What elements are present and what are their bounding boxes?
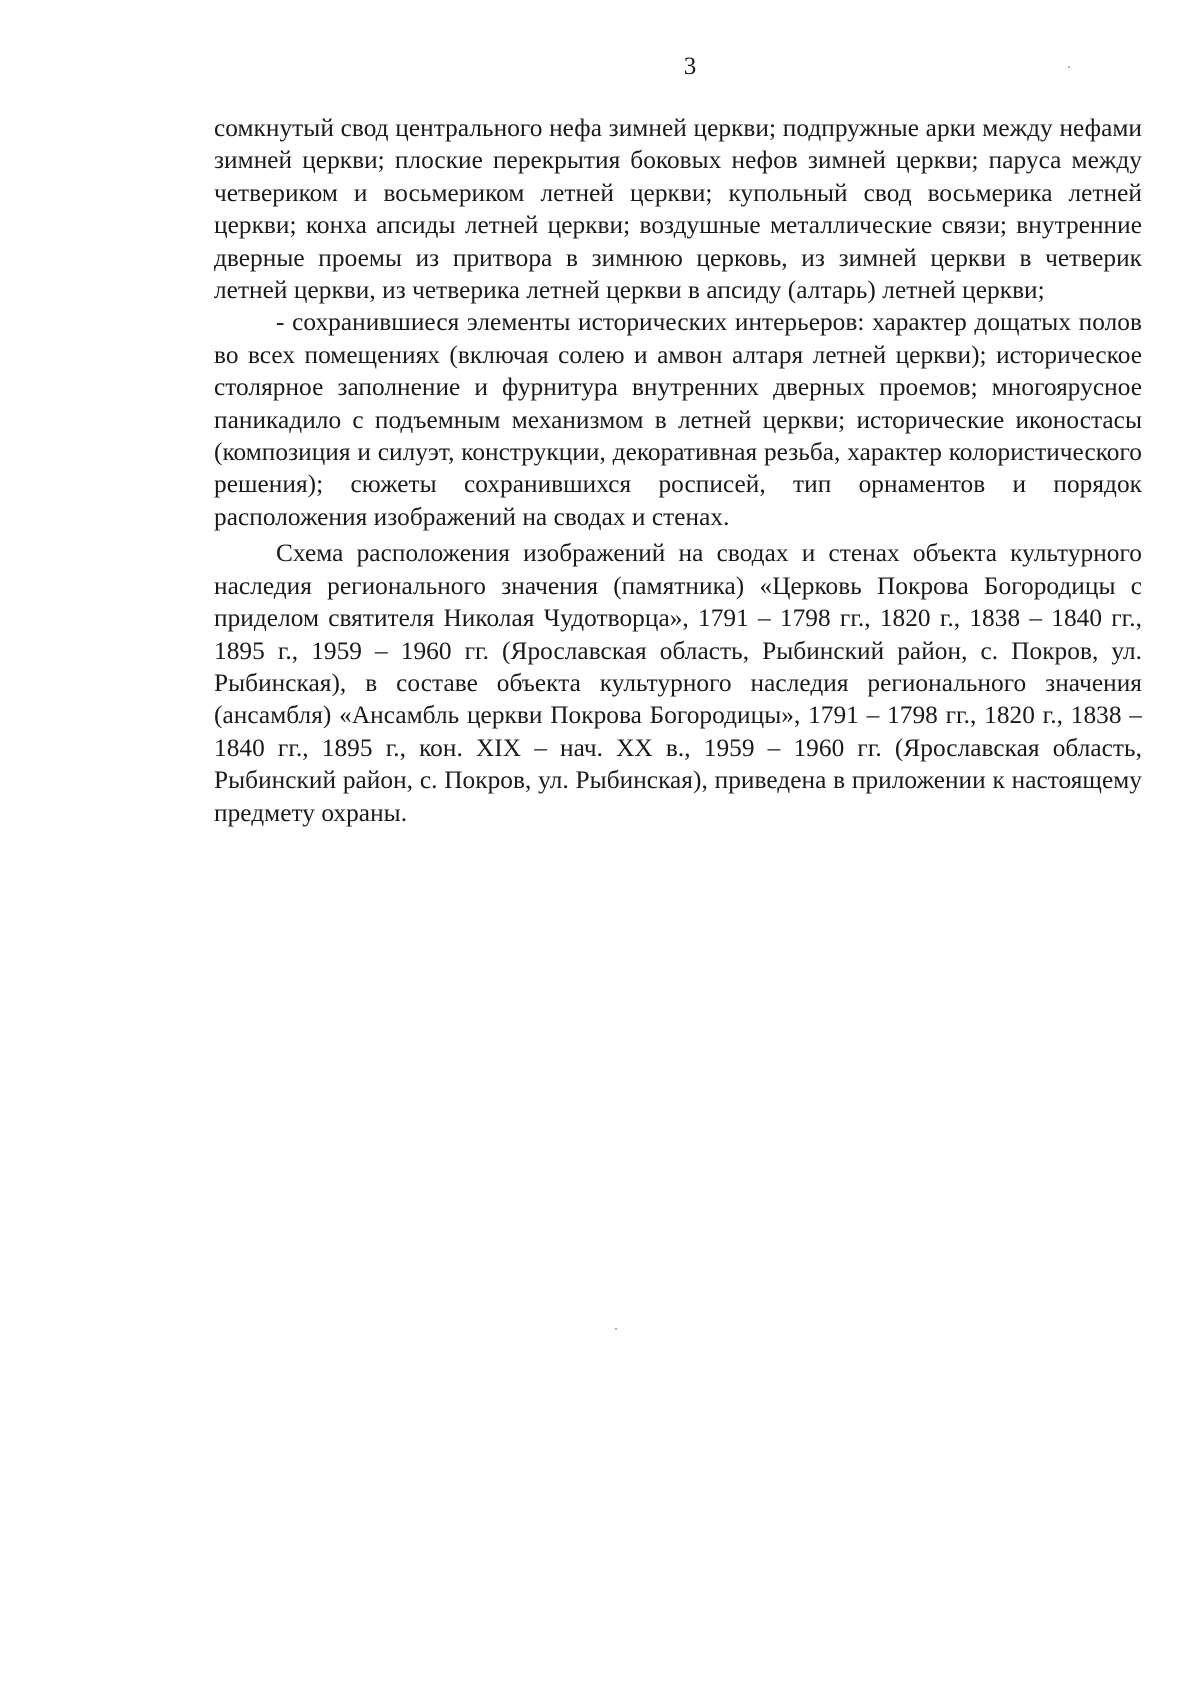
scan-speck [615,1328,617,1330]
page-number: 3 [683,53,697,80]
paragraph-historical-interiors: - сохранившиеся элементы исторических интерьеров: характер дощатых полов во всех помещениях (включая солею и амвон алтаря летней церкви); историческое столярное заполнение и фурнитура внутренних дверных проемов; многоярусное паникадило с подъемным механизмом в летней церкви; исторические иконостасы (композиция и силуэт, конструкции, декоративная резьба, характер колористического решения); сюжеты сохранившихся росписей, тип орнаментов и порядок расположения изображений на сводах и стенах. [214,308,1142,531]
document-body [214,112,1142,829]
paragraph-image-scheme: Схема расположения изображений на сводах и стенах объекта культурного наследия регионального значения (памятника) «Церковь Покрова Богородицы с приделом святителя Николая Чудотворца», 1791 – 1798 гг., 1820 г., 1838 – 1840 гг., 1895 г., 1959 – 1960 гг. (Ярославская область, Рыбинский район, с. Покров, ул. Рыбинская), в составе объекта культурного наследия регионального значения (ансамбля) «Ансамбль церкви Покрова Богородицы», 1791 – 1798 гг., 1820 г., 1838 – 1840 гг., 1895 г., кон. XIX – нач. XX в., 1959 – 1960 гг. (Ярославская область, Рыбинский район, с. Покров, ул. Рыбинская), приведена в приложении к настоящему предмету охраны. [214,539,1142,827]
scan-speck [1068,66,1070,68]
paragraph-continuation: сомкнутый свод центрального нефа зимней церкви; подпружные арки между нефами зимней церкви; плоские перекрытия боковых нефов зимней церкви; паруса между четвериком и восьмериком летней церкви; купольный свод восьмерика летней церкви; конха апсиды летней церкви; воздушные металлические связи; внутренние дверные проемы из притвора в зимнюю церковь, из зимней церкви в четверик летней церкви, из четверика летней церкви в апсиду (алтарь) летней церкви; [214,114,1142,305]
